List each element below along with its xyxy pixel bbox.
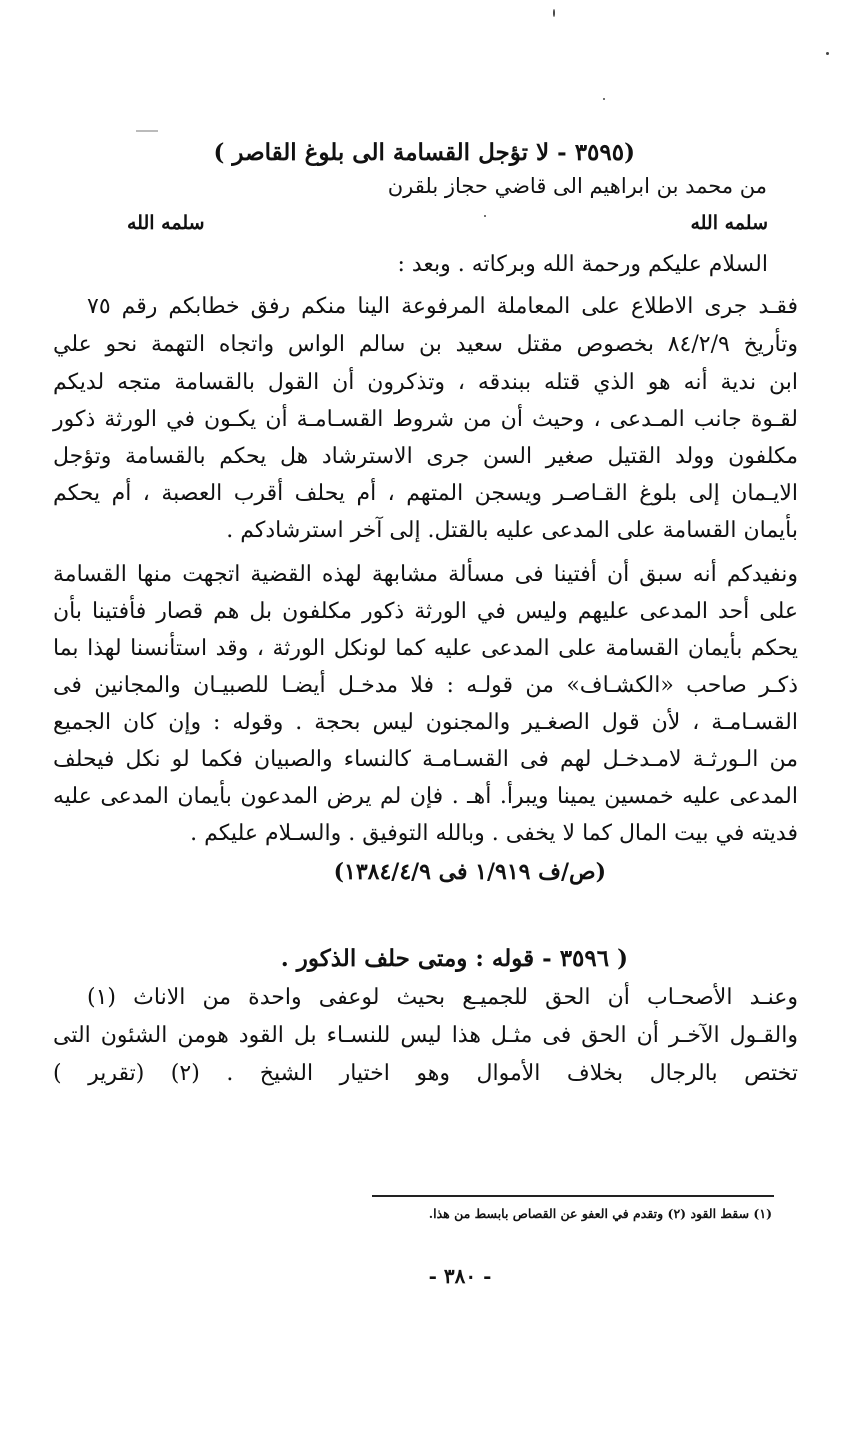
para1-line: بأيمان القسامة على المدعى عليه بالقتل. إلى آخر استرشادكم . — [226, 518, 798, 543]
letter2-line: وعنـد الأصحـاب أن الحق للجميـع بحيث لوعفى واحدة من الاناث (١) — [87, 985, 798, 1010]
para2-line: ونفيدكم أنه سبق أن أفتينا فى مسألة مشابهة لهذه القضية اتجهت منها القسامة — [53, 562, 798, 587]
para1-line: فقـد جرى الاطلاع على المعاملة المرفوعة الينا منكم رفق خطابكم رقم ٧٥ — [87, 294, 798, 319]
page-number: - ٣٨٠ - — [428, 1264, 492, 1288]
para2-line: يحكم بأيمان القسامة على المدعى عليه كما لونكل الورثة ، وقد استأنسنا لهذا بما — [53, 636, 798, 661]
letter2-line: تختص بالرجال بخلاف الأموال وهو اختيار الشيخ . (٢) (تقرير ) — [53, 1061, 799, 1086]
para1-line: مكلفون وولد القتيل صغير السن جرى الاسترشاد هل يحكم بالقسامة وتؤجل — [53, 444, 798, 469]
para2-line: على أحد المدعى عليهم وليس في الورثة ذكور مكلفون بل هم قصار فأفتينا بأن — [53, 599, 798, 624]
para1-line: لقـوة جانب المـدعى ، وحيث أن من شروط القسـامـة أن يكـون في الورثة ذكور — [53, 407, 798, 432]
letter1-title: (٣٥٩٥ - لا تؤجل القسامة الى بلوغ القاصر ) — [213, 139, 635, 166]
footnote: (١) سقط القود (٢) وتقدم في العفو عن القصاص بابسط من هذا. — [428, 1206, 772, 1221]
greeting: السلام عليكم ورحمة الله وبركاته . وبعد : — [397, 252, 768, 277]
para2-line: المدعى عليه خمسين يمينا ويبرأ. أهـ . فإن لم يرض المدعون بأيمان المدعى عليه — [53, 784, 798, 809]
scan-speck — [826, 52, 829, 55]
salutation-left: سلمه الله — [127, 212, 205, 234]
scan-speck — [136, 130, 158, 132]
para2-line: القسـامـة ، لأن قول الصغـير والمجنون ليس بحجة . وقوله : وإن كان الجميع — [53, 710, 798, 735]
scan-speck — [603, 98, 605, 100]
para2-line: من الـورثـة لامـدخـل لهم فى القسـامـة كالنساء والصبيان فكما لو نكل فيحلف — [53, 747, 799, 772]
para2-line: فديته في بيت المال كما لا يخفى . وبالله التوفيق . والسـلام عليكم . — [190, 821, 798, 846]
scan-speck — [553, 9, 555, 17]
scan-speck — [484, 215, 486, 217]
footnote-divider — [372, 1195, 774, 1197]
salutation-right: سلمه الله — [690, 212, 768, 234]
para1-line: ابن ندية أنه هو الذي قتله ببندقه ، وتذكرون أن القول بالقسامة متجه لديكم — [53, 370, 798, 395]
para2-line: ذكـر صاحب «الكشـاف» من قولـه : فلا مدخـل أيضـا للصبيـان والمجانين فى — [53, 673, 798, 698]
para1-line: الايـمان إلى بلوغ القـاصـر ويسجن المتهم ، أم يحلف أقرب العصبة ، أم يحكم — [53, 481, 798, 506]
letter1-reference: (ص/ف ١/٩١٩ فى ١٣٨٤/٤/٩) — [333, 859, 606, 885]
letter1-from: من محمد بن ابراهيم الى قاضي حجاز بلقرن — [387, 174, 767, 198]
para1-line: وتأريخ ٨٤/٢/٩ بخصوص مقتل سعيد بن سالم الواس واتجاه التهمة نحو علي — [53, 332, 798, 357]
letter2-line: والقـول الآخـر أن الحق فى مثـل هذا ليس للنسـاء بل القود هومن الشئون التى — [53, 1023, 798, 1048]
letter2-title: ( ٣٥٩٦ - قوله : ومتى حلف الذكور . — [280, 945, 628, 972]
